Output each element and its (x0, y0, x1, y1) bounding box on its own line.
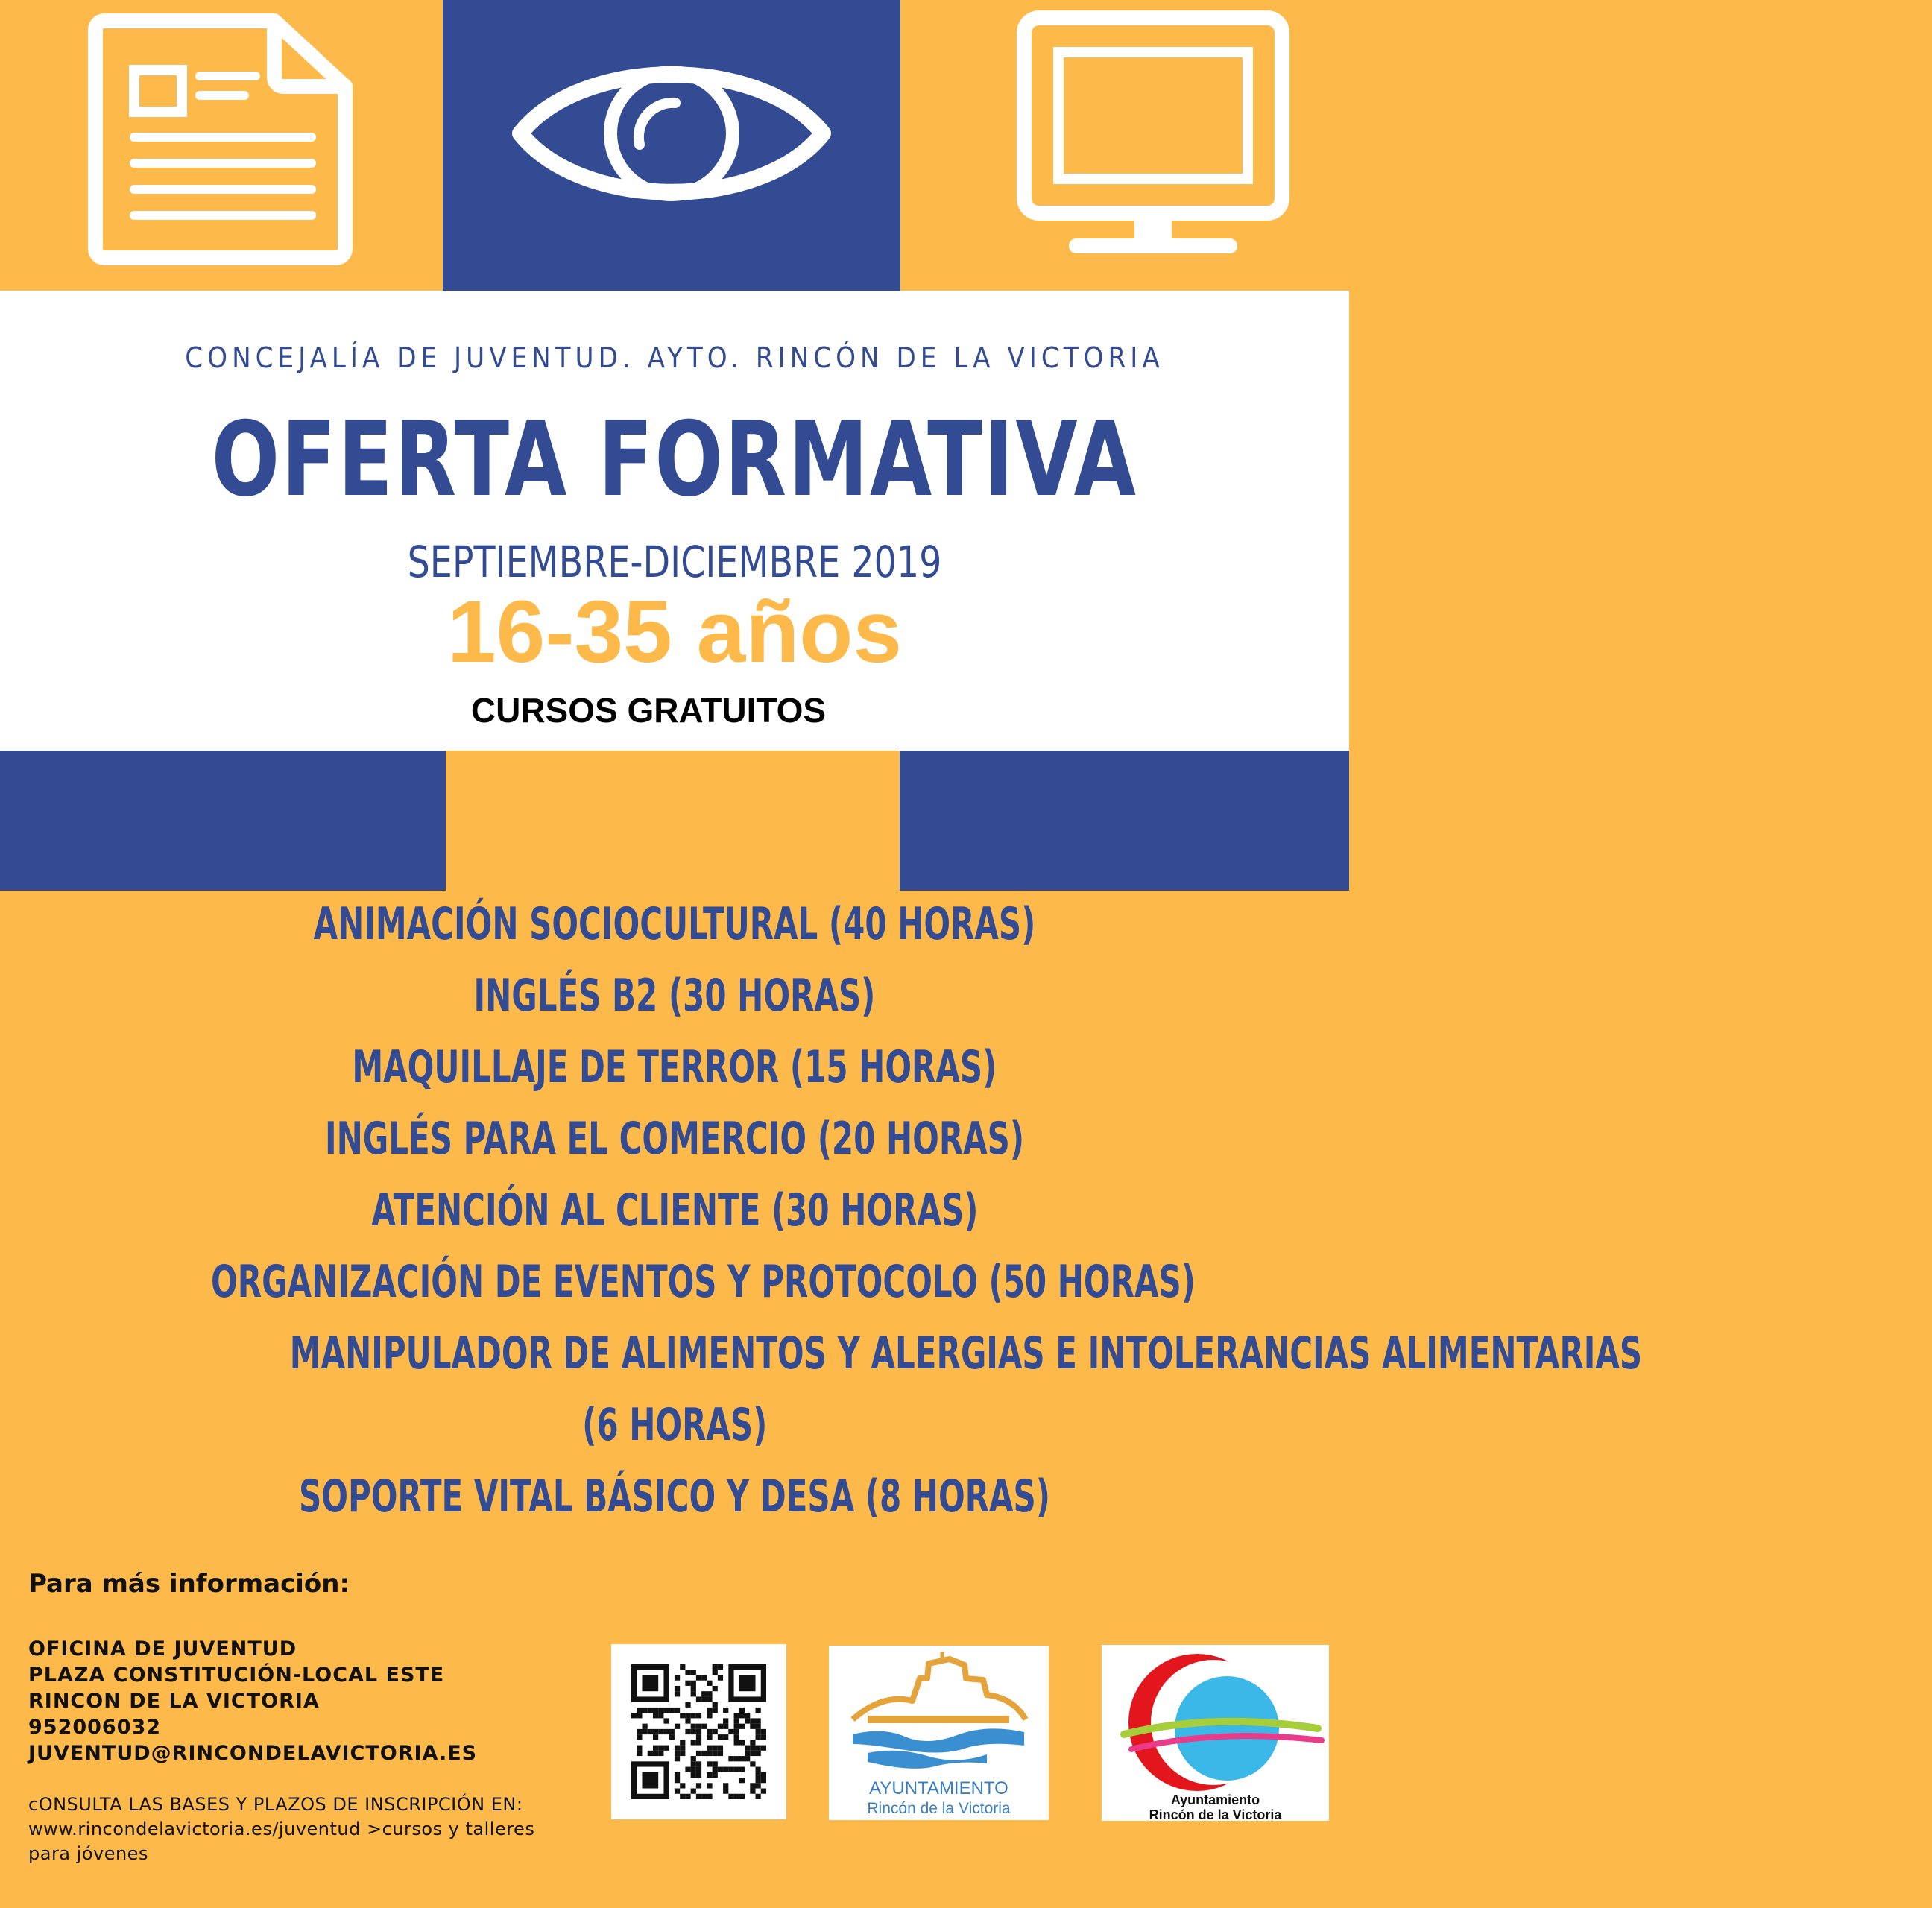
info-heading: Para más información: (28, 1569, 350, 1599)
office-phone: 952006032 (28, 1716, 162, 1739)
qr-code-box (611, 1644, 786, 1819)
course-item: ORGANIZACIÓN DE EVENTOS Y PROTOCOLO (50 HORAS) (211, 1256, 1196, 1308)
monitor-icon (1017, 10, 1289, 264)
contact-block (28, 1636, 477, 1766)
course-item: INGLÉS B2 (30 HORAS) (473, 970, 876, 1022)
eye-icon (511, 33, 832, 234)
banner-center (443, 0, 900, 291)
qr-code-icon (631, 1664, 766, 1799)
age-range: 16-35 años (447, 583, 902, 681)
consult-block (28, 1792, 534, 1866)
consult-line: para jóvenes (28, 1843, 148, 1864)
office-address: PLAZA CONSTITUCIÓN-LOCAL ESTE (28, 1664, 445, 1687)
course-item: ATENCIÓN AL CLIENTE (30 HORAS) (371, 1184, 978, 1236)
free-courses-label: CURSOS GRATUITOS (470, 691, 827, 730)
document-icon (88, 12, 358, 265)
course-item: MANIPULADOR DE ALIMENTOS Y ALERGIAS E INTOLERANCIAS ALIMENTARIAS (289, 1327, 1643, 1380)
office-email: JUVENTUD@RINCONDELAVICTORIA.ES (28, 1742, 478, 1765)
organization-label: CONCEJALÍA DE JUVENTUD. AYTO. RINCÓN DE LA VICTORIA (185, 341, 1164, 374)
course-item: ANIMACIÓN SOCIOCULTURAL (40 HORAS) (313, 898, 1036, 950)
course-item: MAQUILLAJE DE TERROR (15 HORAS) (352, 1041, 997, 1093)
municipality-logo (829, 1646, 1049, 1820)
course-item: INGLÉS PARA EL COMERCIO (20 HORAS) (324, 1113, 1025, 1165)
youth-area-footer: Rincón de la Victoria (1149, 1807, 1282, 1822)
municipality-name: AYUNTAMIENTO (869, 1778, 1008, 1798)
castle-icon (838, 1649, 1039, 1775)
course-item: SOPORTE VITAL BÁSICO Y DESA (8 HORAS) (299, 1471, 1050, 1523)
page-title: OFERTA FORMATIVA (211, 399, 1138, 519)
consult-url: www.rincondelavictoria.es/juventud >cursos y talleres (28, 1819, 535, 1839)
office-town: RINCON DE LA VICTORIA (28, 1690, 320, 1713)
office-name: OFICINA DE JUVENTUD (28, 1637, 297, 1661)
consult-line: cONSULTA LAS BASES Y PLAZOS DE INSCRIPCIÓN EN: (28, 1794, 523, 1815)
period-label: SEPTIEMBRE-DICIEMBRE 2019 (407, 537, 942, 587)
youth-area-logo (1102, 1645, 1329, 1821)
youth-area-footer: Ayuntamiento (1170, 1792, 1260, 1807)
banner-left (0, 0, 443, 291)
decor-block-right (900, 751, 1349, 891)
banner-right (900, 0, 1349, 291)
municipality-place: Rincón de la Victoria (867, 1800, 1011, 1817)
decor-block-left (0, 751, 446, 891)
course-item: (6 HORAS) (581, 1399, 768, 1451)
youth-area-emblem-icon (1102, 1645, 1329, 1791)
course-list (0, 888, 1643, 1532)
